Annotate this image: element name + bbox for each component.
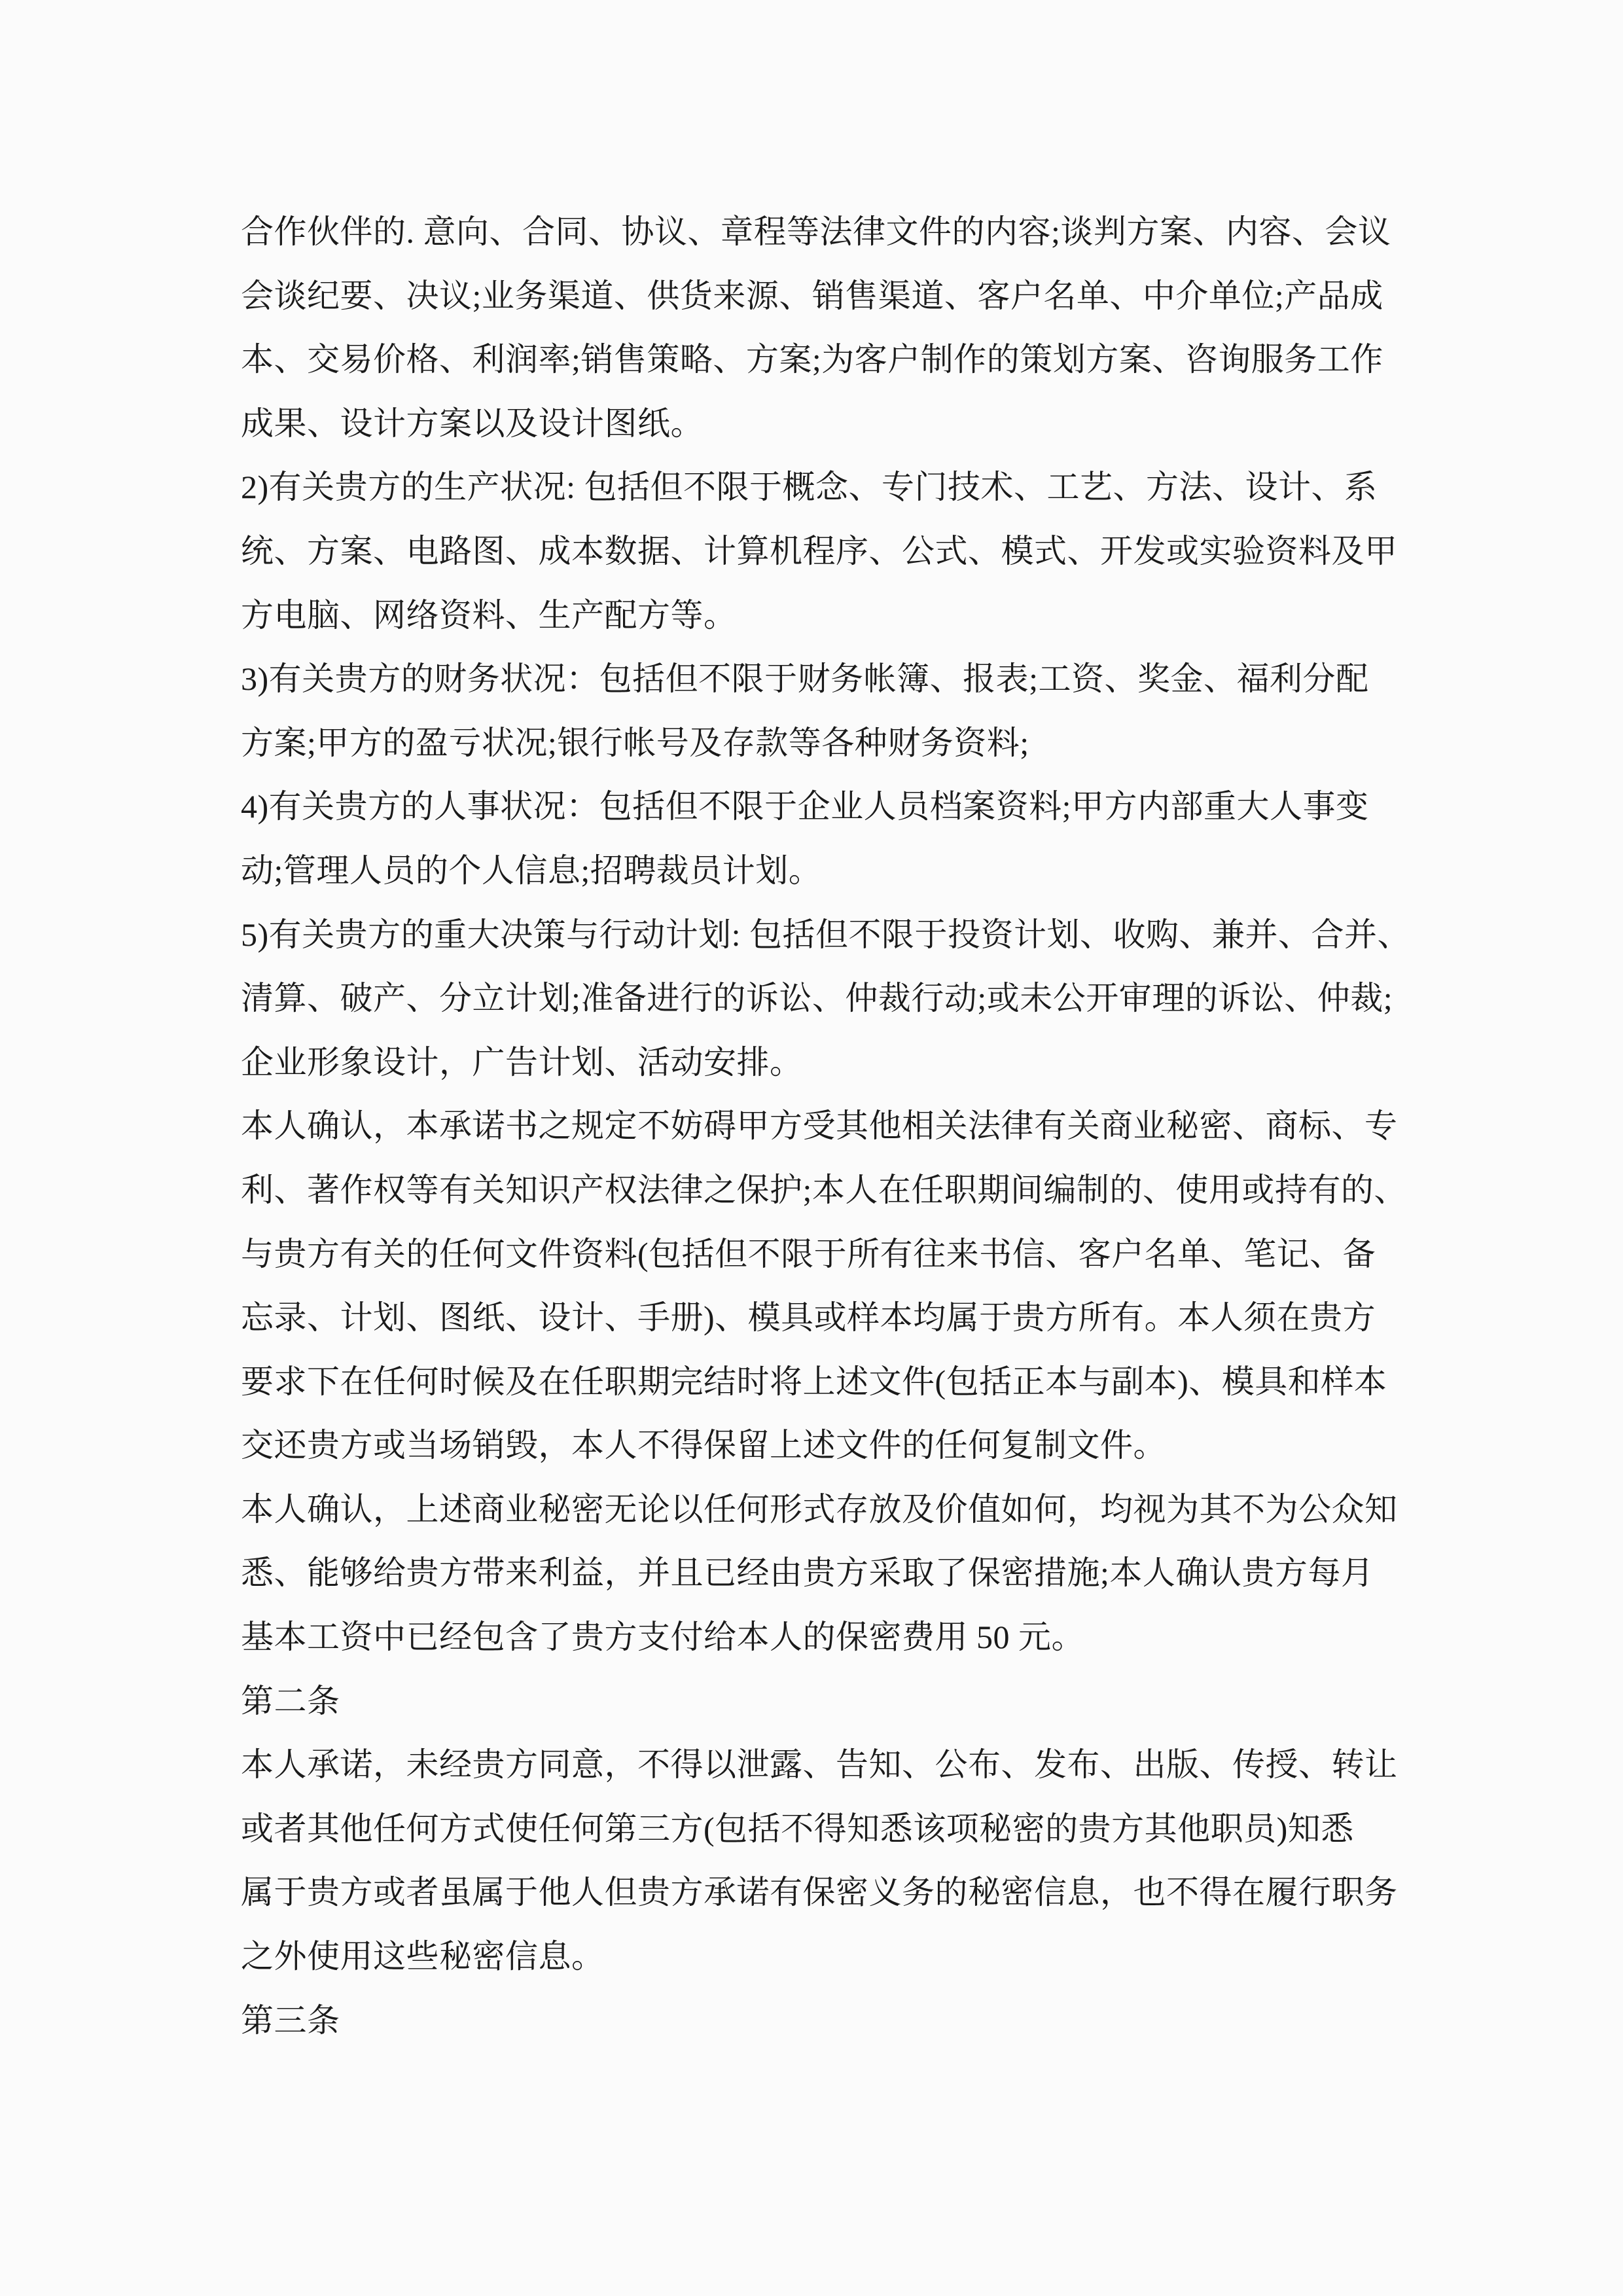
text-line-13: 清算、破产、分立计划;准备进行的诉讼、仲裁行动;或未公开审理的诉讼、仲裁; xyxy=(241,980,1393,1017)
text-line-10: 4)有关贵方的人事状况：包括但不限于企业人员档案资料;甲方内部重大人事变 xyxy=(241,788,1369,825)
text-line-20: 交还贵方或当场销毁，本人不得保留上述文件的任何复制文件。 xyxy=(241,1427,1166,1464)
text-line-6: 统、方案、电路图、成本数据、计算机程序、公式、模式、开发或实验资料及甲 xyxy=(241,532,1398,569)
text-line-24: 第二条 xyxy=(241,1682,340,1719)
text-line-7: 方电脑、网络资料、生产配方等。 xyxy=(241,596,737,634)
text-line-27: 属于贵方或者虽属于他人但贵方承诺有保密义务的秘密信息，也不得在履行职务 xyxy=(241,1874,1398,1911)
text-line-2: 会谈纪要、决议;业务渠道、供货来源、销售渠道、客户名单、中介单位;产品成 xyxy=(241,277,1383,314)
text-line-1: 合作伙伴的. 意向、合同、协议、章程等法律文件的内容;谈判方案、内容、会议 xyxy=(241,213,1391,250)
text-line-9: 方案;甲方的盈亏状况;银行帐号及存款等各种财务资料; xyxy=(241,724,1029,761)
text-line-25: 本人承诺，未经贵方同意，不得以泄露、告知、公布、发布、出版、传授、转让 xyxy=(241,1746,1398,1784)
text-line-15: 本人确认，本承诺书之规定不妨碍甲方受其他相关法律有关商业秘密、商标、专 xyxy=(241,1107,1398,1145)
text-line-21: 本人确认，上述商业秘密无论以任何形式存放及价值如何，均视为其不为公众知 xyxy=(241,1490,1398,1528)
text-line-26: 或者其他任何方式使任何第三方(包括不得知悉该项秘密的贵方其他职员)知悉 xyxy=(241,1810,1354,1847)
text-line-23: 基本工资中已经包含了贵方支付给本人的保密费用 50 元。 xyxy=(241,1619,1084,1656)
text-line-29: 第三条 xyxy=(241,2001,340,2039)
text-line-12: 5)有关贵方的重大决策与行动计划: 包括但不限于投资计划、收购、兼并、合并、 xyxy=(241,916,1411,953)
text-line-17: 与贵方有关的任何文件资料(包括但不限于所有往来书信、客户名单、笔记、备 xyxy=(241,1235,1376,1272)
text-line-16: 利、著作权等有关知识产权法律之保护;本人在任职期间编制的、使用或持有的、 xyxy=(241,1171,1407,1208)
text-line-14: 企业形象设计，广告计划、活动安排。 xyxy=(241,1043,803,1081)
text-line-11: 动;管理人员的个人信息;招聘裁员计划。 xyxy=(241,852,822,889)
text-line-28: 之外使用这些秘密信息。 xyxy=(241,1938,605,1975)
text-line-18: 忘录、计划、图纸、设计、手册)、模具或样本均属于贵方所有。本人须在贵方 xyxy=(241,1299,1376,1336)
document-text-block xyxy=(241,200,1412,2053)
text-line-5: 2)有关贵方的生产状况: 包括但不限于概念、专门技术、工艺、方法、设计、系 xyxy=(241,469,1378,506)
text-line-22: 悉、能够给贵方带来利益，并且已经由贵方采取了保密措施;本人确认贵方每月 xyxy=(241,1554,1374,1592)
text-line-8: 3)有关贵方的财务状况：包括但不限于财务帐簿、报表;工资、奖金、福利分配 xyxy=(241,660,1369,698)
text-line-19: 要求下在任何时候及在任职期完结时将上述文件(包括正本与副本)、模具和样本 xyxy=(241,1363,1387,1400)
text-line-4: 成果、设计方案以及设计图纸。 xyxy=(241,404,704,442)
text-line-3: 本、交易价格、利润率;销售策略、方案;为客户制作的策划方案、咨询服务工作 xyxy=(241,341,1383,378)
